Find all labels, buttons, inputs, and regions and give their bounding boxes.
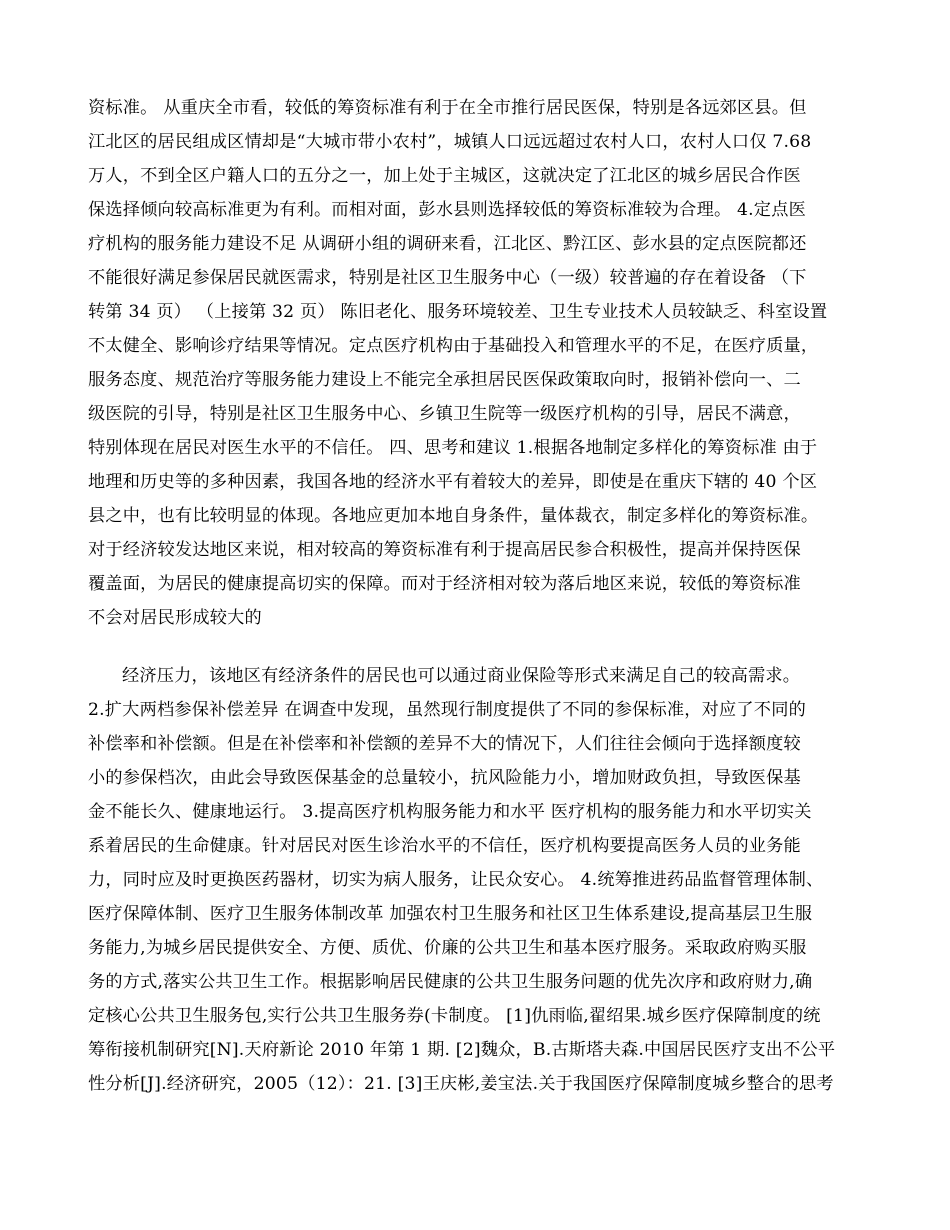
text-line: 务的方式,落实公共卫生工作。根据影响居民健康的公共卫生服务问题的优先次序和政府财力,确: [88, 972, 813, 992]
text-line: 务能力,为城乡居民提供安全、方便、质优、价廉的公共卫生和基本医疗服务。采取政府购买服: [88, 938, 807, 958]
text-line: 医疗保障体制、医疗卫生服务体制改革 加强农村卫生服务和社区卫生体系建设,提高基层卫生服: [88, 904, 813, 924]
text-line: 经济压力，该地区有经济条件的居民也可以通过商业保险等形式来满足自己的较高需求。: [122, 666, 801, 686]
text-line: 覆盖面，为居民的健康提高切实的保障。而对于经济相对较为落后地区来说，较低的筹资标准: [88, 574, 801, 594]
text-line: 金不能长久、健康地运行。 3.提高医疗机构服务能力和水平 医疗机构的服务能力和水平切实关: [88, 802, 812, 822]
text-line: 资标准。 从重庆全市看，较低的筹资标准有利于在全市推行居民医保，特别是各远郊区县。但: [88, 98, 807, 118]
text-line: 地理和历史等的多种因素，我国各地的经济水平有着较大的差异，即使是在重庆下辖的 40 个区: [88, 472, 818, 492]
text-line: 不太健全、影响诊疗结果等情况。定点医疗机构由于基础投入和管理水平的不足，在医疗质量，: [88, 336, 819, 356]
text-line: 江北区的居民组成区情却是“大城市带小农村”，城镇人口远远超过农村人口，农村人口仅 7.68: [88, 132, 812, 152]
text-line: 不能很好满足参保居民就医需求，特别是社区卫生服务中心（一级）较普遍的存在着设备 （下: [88, 268, 807, 288]
text-line: 性分析[J].经济研究，2005（12）：21. [3]王庆彬,姜宝法.关于我国医疗保障制度城乡整合的思考: [88, 1074, 834, 1094]
text-line: 服务态度、规范治疗等服务能力建设上不能完全承担居民医保政策取向时，报销补偿向一、二: [88, 370, 801, 390]
text-line: 县之中，也有比较明显的体现。各地应更加本地自身条件，量体裁衣，制定多样化的筹资标准。: [88, 506, 819, 526]
text-line: 补偿率和补偿额。但是在补偿率和补偿额的差异不大的情况下，人们往往会倾向于选择额度较: [88, 734, 801, 754]
text-line: 定核心公共卫生服务包,实行公共卫生服务券(卡制度。 [1]仇雨临,翟绍果.城乡医疗保障制度的统: [88, 1006, 821, 1026]
text-line: 系着居民的生命健康。针对居民对医生诊治水平的不信任，医疗机构要提高医务人员的业务能: [88, 836, 801, 856]
text-line: 力，同时应及时更换医药器材，切实为病人服务，让民众安心。 4.统筹推进药品监督管理体制、: [88, 870, 824, 890]
text-line: 转第 34 页） （上接第 32 页） 陈旧老化、服务环境较差、卫生专业技术人员较缺乏、科室设置: [88, 302, 828, 322]
text-line: 小的参保档次，由此会导致医保基金的总量较小，抗风险能力小，增加财政负担，导致医保基: [88, 768, 801, 788]
text-line: 特别体现在居民对医生水平的不信任。 四、思考和建议 1.根据各地制定多样化的筹资标准 由于: [88, 438, 818, 458]
text-line: 筹衔接机制研究[N].天府新论 2010 年第 1 期. [2]魏众，B.古斯塔夫森.中国居民医疗支出不公平: [88, 1040, 836, 1060]
text-line: 疗机构的服务能力建设不足 从调研小组的调研来看，江北区、黔江区、彭水县的定点医院都还: [88, 234, 807, 254]
text-line: 万人，不到全区户籍人口的五分之一，加上处于主城区，这就决定了江北区的城乡居民合作医: [88, 166, 801, 186]
text-line: 对于经济较发达地区来说，相对较高的筹资标准有利于提高居民参合积极性，提高并保持医保: [88, 540, 801, 560]
text-line: 级医院的引导，特别是社区卫生服务中心、乡镇卫生院等一级医疗机构的引导，居民不满意，: [88, 404, 801, 424]
text-line: 2.扩大两档参保补偿差异 在调查中发现，虽然现行制度提供了不同的参保标准，对应了不同的: [88, 700, 806, 720]
text-line: 保选择倾向较高标准更为有利。而相对面，彭水县则选择较低的筹资标准较为合理。 4.定点医: [88, 200, 806, 220]
text-line: 不会对居民形成较大的: [88, 608, 262, 628]
